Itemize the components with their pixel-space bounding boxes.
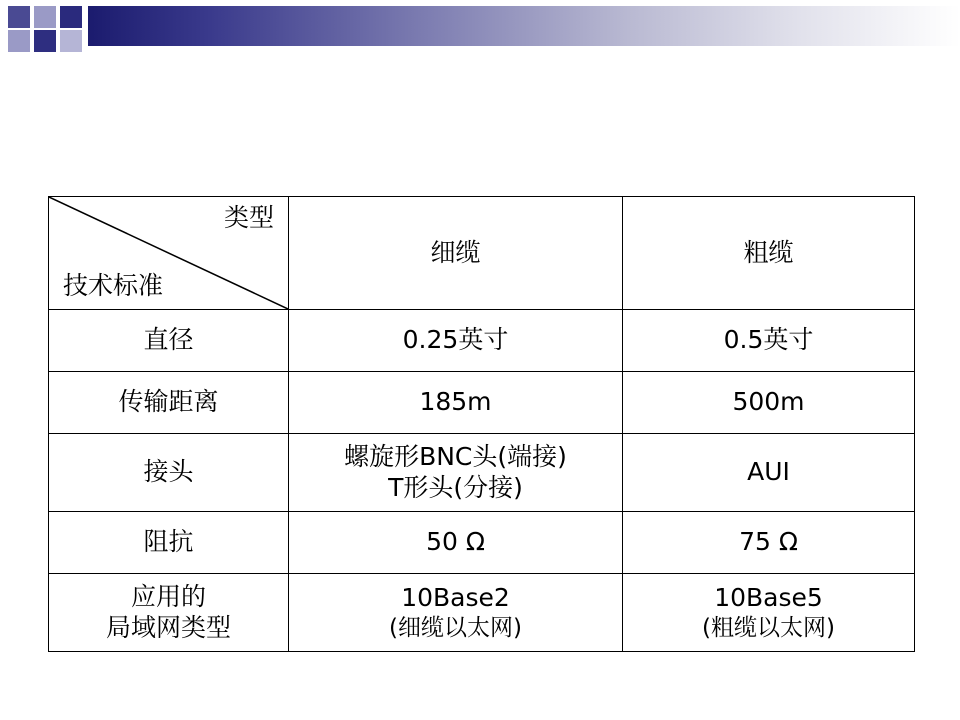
row-label-connector: 接头 — [49, 434, 289, 512]
cell-impedance-thick: 75 Ω — [623, 512, 915, 574]
row-label-lan-type — [49, 574, 289, 652]
cell-connector-thin-line2: T形头(分接) — [388, 472, 523, 502]
row-label-distance: 传输距离 — [49, 372, 289, 434]
table-row — [49, 310, 915, 372]
table-row — [49, 434, 915, 512]
decor-square-4 — [8, 30, 30, 52]
cell-diameter-thin: 0.25英寸 — [289, 310, 623, 372]
cell-distance-thin: 185m — [289, 372, 623, 434]
cell-diameter-thick: 0.5英寸 — [623, 310, 915, 372]
cell-lan-type-thin — [289, 574, 623, 652]
decor-square-3 — [60, 6, 82, 28]
cell-lan-type-thin-line2: (细缆以太网) — [389, 614, 522, 641]
row-label-lan-type-line1: 应用的 — [130, 582, 206, 611]
table-row — [49, 372, 915, 434]
decor-square-2 — [34, 6, 56, 28]
column-header-thin: 细缆 — [289, 197, 623, 310]
decor-square-6 — [60, 30, 82, 52]
table-row — [49, 512, 915, 574]
cell-connector-thin — [289, 434, 623, 512]
cell-connector-thick: AUI — [623, 434, 915, 512]
cell-lan-type-thick — [623, 574, 915, 652]
row-label-lan-type-line2: 局域网类型 — [105, 612, 231, 642]
decor-square-5 — [34, 30, 56, 52]
decor-square-1 — [8, 6, 30, 28]
cell-distance-thick: 500m — [623, 372, 915, 434]
column-header-thick: 粗缆 — [623, 197, 915, 310]
cable-comparison-table — [48, 196, 915, 652]
row-label-diameter: 直径 — [49, 310, 289, 372]
corner-standard-label: 技术标准 — [63, 270, 164, 300]
comparison-table-container — [48, 196, 914, 652]
row-label-impedance: 阻抗 — [49, 512, 289, 574]
table-row — [49, 574, 915, 652]
cell-lan-type-thin-line1: 10Base2 — [401, 583, 510, 613]
gradient-bar — [88, 6, 960, 46]
cell-lan-type-thick-line2: (粗缆以太网) — [702, 614, 835, 641]
table-header-row — [49, 197, 915, 310]
header-decoration — [0, 0, 960, 58]
cell-impedance-thin: 50 Ω — [289, 512, 623, 574]
corner-header-cell — [49, 197, 289, 310]
cell-lan-type-thick-line1: 10Base5 — [714, 583, 823, 613]
corner-type-label: 类型 — [223, 203, 274, 232]
cell-connector-thin-line1: 螺旋形BNC头(端接) — [344, 442, 567, 471]
